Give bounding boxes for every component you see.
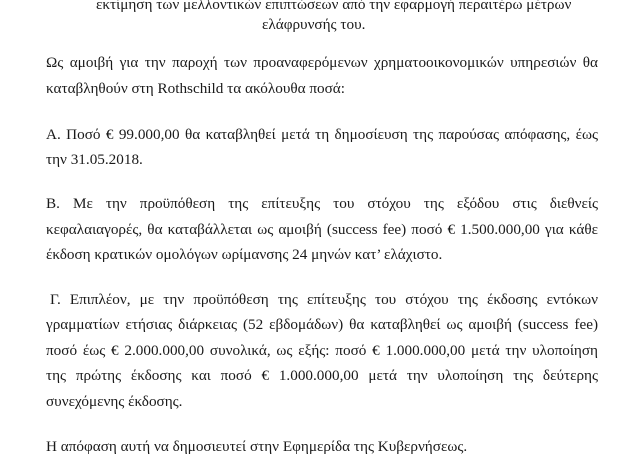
intro-fragment-line-2: ελάφρυνσής του.: [262, 16, 366, 33]
payment-intro-line-2: καταβληθούν στη Rothschild τα ακόλουθα ποσά:: [46, 80, 345, 97]
clause-c-line-2: γραμματίων ετήσιας διάρκειας (52 εβδομάδων) θα καταβληθεί ως αμοιβή (success fee): [46, 316, 598, 333]
clause-a-line-1: Α. Ποσό € 99.000,00 θα καταβληθεί μετά τη δημοσίευση της παρούσας απόφασης, έως: [46, 126, 598, 143]
clause-c-line-5: συνεχόμενης έκδοσης.: [46, 393, 183, 410]
clause-c-line-4: της πρώτης έκδοσης και ποσό € 1.000.000,00 μετά την υλοποίηση της δεύτερης: [46, 367, 598, 384]
clause-a-line-2: την 31.05.2018.: [46, 151, 143, 168]
intro-fragment-line-1-text: εκτίμηση των μελλοντικών επιπτώσεων από την εφαρμογή περαιτέρω μέτρων: [96, 0, 572, 13]
publication-note: Η απόφαση αυτή να δημοσιευτεί στην Εφημερίδα της Κυβερνήσεως.: [46, 438, 468, 455]
clause-b-line-2: κεφαλαιαγορές, θα καταβάλλεται ως αμοιβή (success fee) ποσό € 1.500.000,00 για κάθε: [46, 221, 598, 238]
clause-c-line-3: ποσό έως € 2.000.000,00 συνολικά, ως εξής: ποσό € 1.000.000,00 μετά την υλοποίηση: [46, 342, 598, 359]
clause-b-line-1: Β. Με την προϋπόθεση της επίτευξης του στόχου της εξόδου στις διεθνείς: [46, 195, 598, 212]
clause-c-line-1: Γ. Επιπλέον, με την προϋπόθεση της επίτευξης του στόχου της έκδοσης εντόκων: [50, 291, 598, 308]
clause-b-line-3: έκδοση κρατικών ομολόγων ωρίμανσης 24 μηνών κατ’ ελάχιστο.: [46, 246, 443, 263]
payment-intro-line-1: Ως αμοιβή για την παροχή των προαναφερόμενων χρηματοοικονομικών υπηρεσιών θα: [46, 54, 598, 71]
intro-fragment-line-1: [96, 0, 598, 14]
